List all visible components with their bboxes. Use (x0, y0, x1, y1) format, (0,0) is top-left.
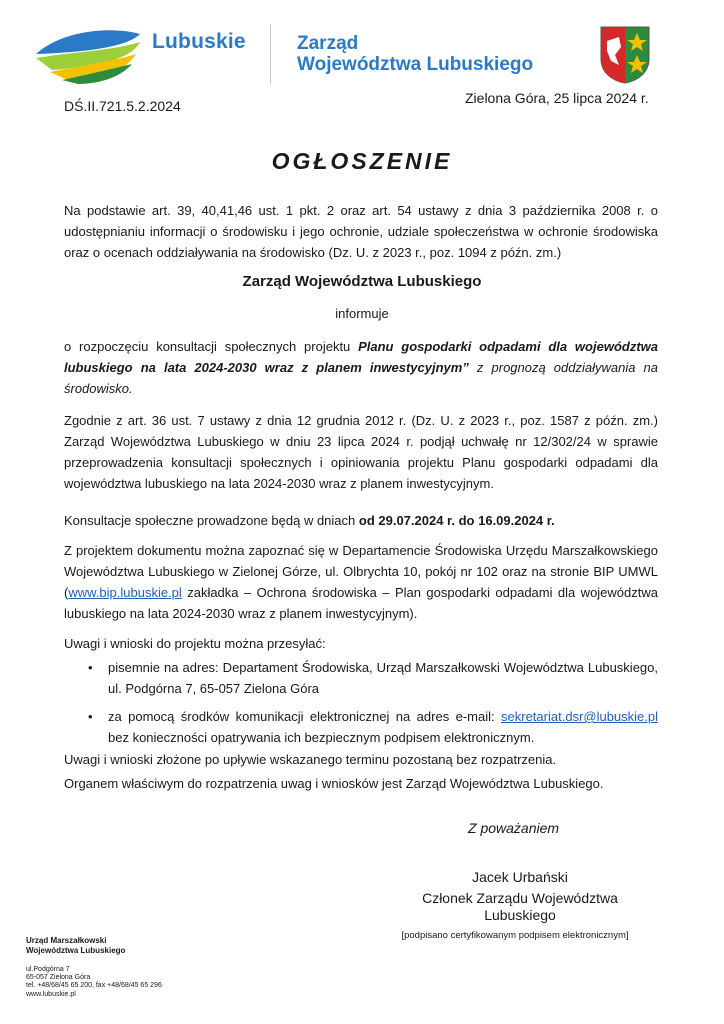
footer-phone: tel. +48/68/45 65 200, fax +48/68/45 65 296 (26, 982, 162, 989)
signer-name: Jacek Urbański (472, 869, 568, 885)
list-item (88, 706, 658, 750)
footer-postcode: 65-057 Zielona Góra (26, 974, 91, 981)
footer-org-line2: Województwa Lubuskiego (26, 946, 126, 955)
remarks-intro: Uwagi i wnioski do projektu można przesyłać: (64, 636, 326, 651)
authority-note: Organem właściwym do rozpatrzenia uwag i wniosków jest Zarząd Województwa Lubuskiego. (64, 776, 604, 791)
coat-of-arms-icon (599, 25, 651, 85)
p4-date-range: od 29.07.2024 r. do 16.09.2024 r. (358, 513, 555, 528)
bip-link[interactable]: www.bip.lubuskie.pl (68, 585, 182, 600)
paragraph-consultation-subject (64, 336, 658, 399)
p2-forecast: z prognozą oddziaływania na środowisko. (64, 360, 659, 396)
informs-line: informuje (335, 306, 389, 321)
bullet2-intro: za pomocą środków komunikacji elektronicznej na adres e-mail: (108, 709, 502, 724)
place-date: Zielona Góra, 25 lipca 2024 r. (465, 90, 649, 106)
bullet2-rest: bez konieczności opatrywania ich bezpiecznym podpisem elektronicznym. (108, 730, 535, 745)
list-item (88, 657, 658, 701)
board-name-line1: Zarząd (297, 33, 359, 54)
lubuskie-logo-icon (32, 24, 144, 86)
bullet-dot: • (88, 660, 93, 675)
bullet-text-email (108, 706, 658, 748)
issuer-heading: Zarząd Województwa Lubuskiego (242, 273, 482, 290)
lubuskie-logo-text: Lubuskie (152, 30, 246, 53)
late-remarks-note: Uwagi i wnioski złożone po upływie wskazanego terminu pozostaną bez rozpatrzenia. (64, 752, 557, 767)
paragraph-dates (64, 510, 658, 531)
board-name (297, 33, 533, 75)
bullet-dot: • (88, 709, 93, 724)
signer-role-line1: Członek Zarządu Województwa (422, 890, 618, 906)
email-link[interactable]: sekretariat.dsr@lubuskie.pl (501, 709, 658, 724)
p4-intro: Konsultacje społeczne prowadzone będą w dniach (64, 513, 359, 528)
paragraph-document-access (64, 540, 658, 624)
document-title: OGŁOSZENIE (271, 148, 453, 174)
footer-website[interactable]: www.lubuskie.pl (26, 991, 76, 998)
footer-org-line1: Urząd Marszałkowski (26, 936, 107, 945)
document-reference: DŚ.II.721.5.2.2024 (64, 98, 181, 114)
bullet-text-postal: pisemnie na adres: Departament Środowiska, Urząd Marszałkowski Województwa Lubuskiego, ul. Podgórna 7, 65-057 Zielona Góra (108, 660, 658, 696)
paragraph-legal-basis: Na podstawie art. 39, 40,41,46 ust. 1 pkt. 2 oraz art. 54 ustawy z dnia 3 października 2008 r. o udostępnianiu informacji o środowisku i jego ochronie, udziale społeczeństwa w ochronie środowiska oraz o ocenach oddziaływania na środowisko (Dz. U. z 2023 r., poz. 1094 z późn. zm.) (64, 203, 658, 260)
board-name-line2: Województwa Lubuskiego (297, 54, 534, 75)
p2-plan-title: Planu gospodarki odpadami dla województwa lubuskiego na lata 2024-2030 wraz z planem inwestycyjnym” (64, 339, 658, 375)
footer-address: ul.Podgórna 7 (26, 966, 70, 973)
paragraph-resolution: Zgodnie z art. 36 ust. 7 ustawy z dnia 12 grudnia 2012 r. (Dz. U. z 2023 r., poz. 1587 z późn. zm.) Zarząd Województwa Lubuskiego w dniu 23 lipca 2024 r. podjął uchwałę nr 12/302/24 w sprawie przeprowadzenia konsultacji społecznych i opiniowania projektu Planu gospodarki odpadami dla województwa lubuskiego na lata 2024-2030 wraz z planem inwestycyjnym. (64, 413, 658, 491)
closing-regards: Z poważaniem (468, 820, 560, 836)
header-divider (270, 24, 271, 84)
p2-intro: o rozpoczęciu konsultacji społecznych projektu (64, 339, 359, 354)
p5-intro: Z projektem dokumentu można zapoznać się w Departamencie Środowiska Urzędu Marszałkowskiego Województwa Lubuskiego w Zielonej Górze, ul. Olbrychta 10, pokój nr 102 oraz na stronie BIP UMWL ( (64, 543, 658, 600)
p5-rest: zakładka – Ochrona środowiska – Plan gospodarki odpadami dla województwa lubuskiego na lata 2024-2030 wraz z planem inwestycyjnym). (64, 585, 658, 621)
signer-role-line2: Lubuskiego (484, 907, 556, 923)
electronic-signature-note: [podpisano certyfikowanym podpisem elektronicznym] (401, 930, 629, 941)
